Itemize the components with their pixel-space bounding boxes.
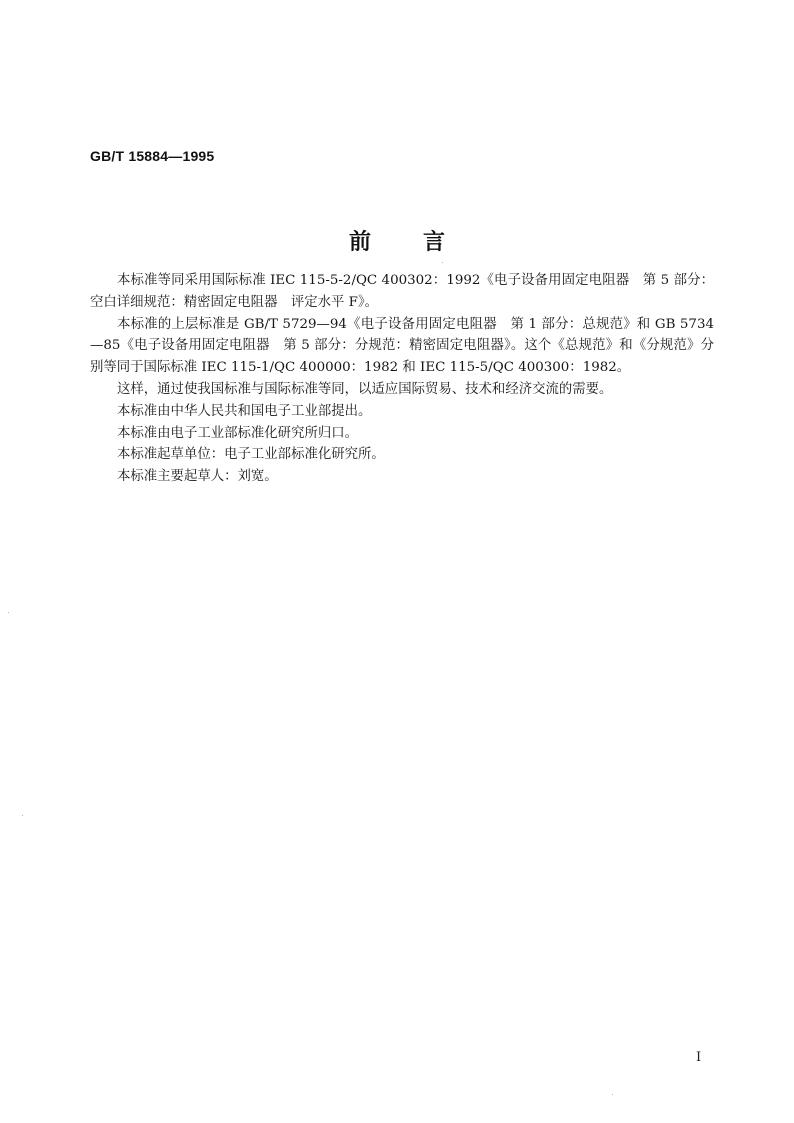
standard-number: GB/T 15884—1995 bbox=[90, 148, 215, 164]
scan-speck bbox=[8, 612, 9, 613]
paragraph-purpose: 这样，通过使我国标准与国际标准等同，以适应国际贸易、技术和经济交流的需要。 bbox=[117, 381, 613, 397]
paragraph-proposed-by: 本标准由中华人民共和国电子工业部提出。 bbox=[117, 403, 372, 419]
page-number: I bbox=[696, 1050, 702, 1065]
paragraph-parent-standards: 本标准的上层标准是 GB/T 5729—94《电子设备用固定电阻器 第 1 部分：总规范》和 GB 5734—85《电子设备用固定电阻器 第 5 部分：分规范：精密固定电阻器》。这个《总规范》和《分规范》分别等同于国际标准 IEC 115-1/QC 400000：1982 和 IEC 115-5/QC 400300：1982。 bbox=[90, 316, 714, 376]
foreword-body bbox=[90, 270, 714, 488]
scan-speck bbox=[442, 262, 443, 263]
scan-speck bbox=[22, 815, 23, 816]
paragraph-adoption: 本标准等同采用国际标准 IEC 115-5-2/QC 400302：1992《电子设备用固定电阻器 第 5 部分：空白详细规范：精密固定电阻器 评定水平 F》。 bbox=[90, 273, 714, 310]
page-title: 前言 bbox=[348, 230, 497, 255]
paragraph-drafting-unit: 本标准起草单位：电子工业部标准化研究所。 bbox=[117, 447, 385, 463]
paragraph-administered-by: 本标准由电子工业部标准化研究所归口。 bbox=[117, 425, 359, 441]
scan-speck bbox=[612, 1094, 613, 1095]
paragraph-drafter: 本标准主要起草人：刘宽。 bbox=[117, 469, 278, 485]
